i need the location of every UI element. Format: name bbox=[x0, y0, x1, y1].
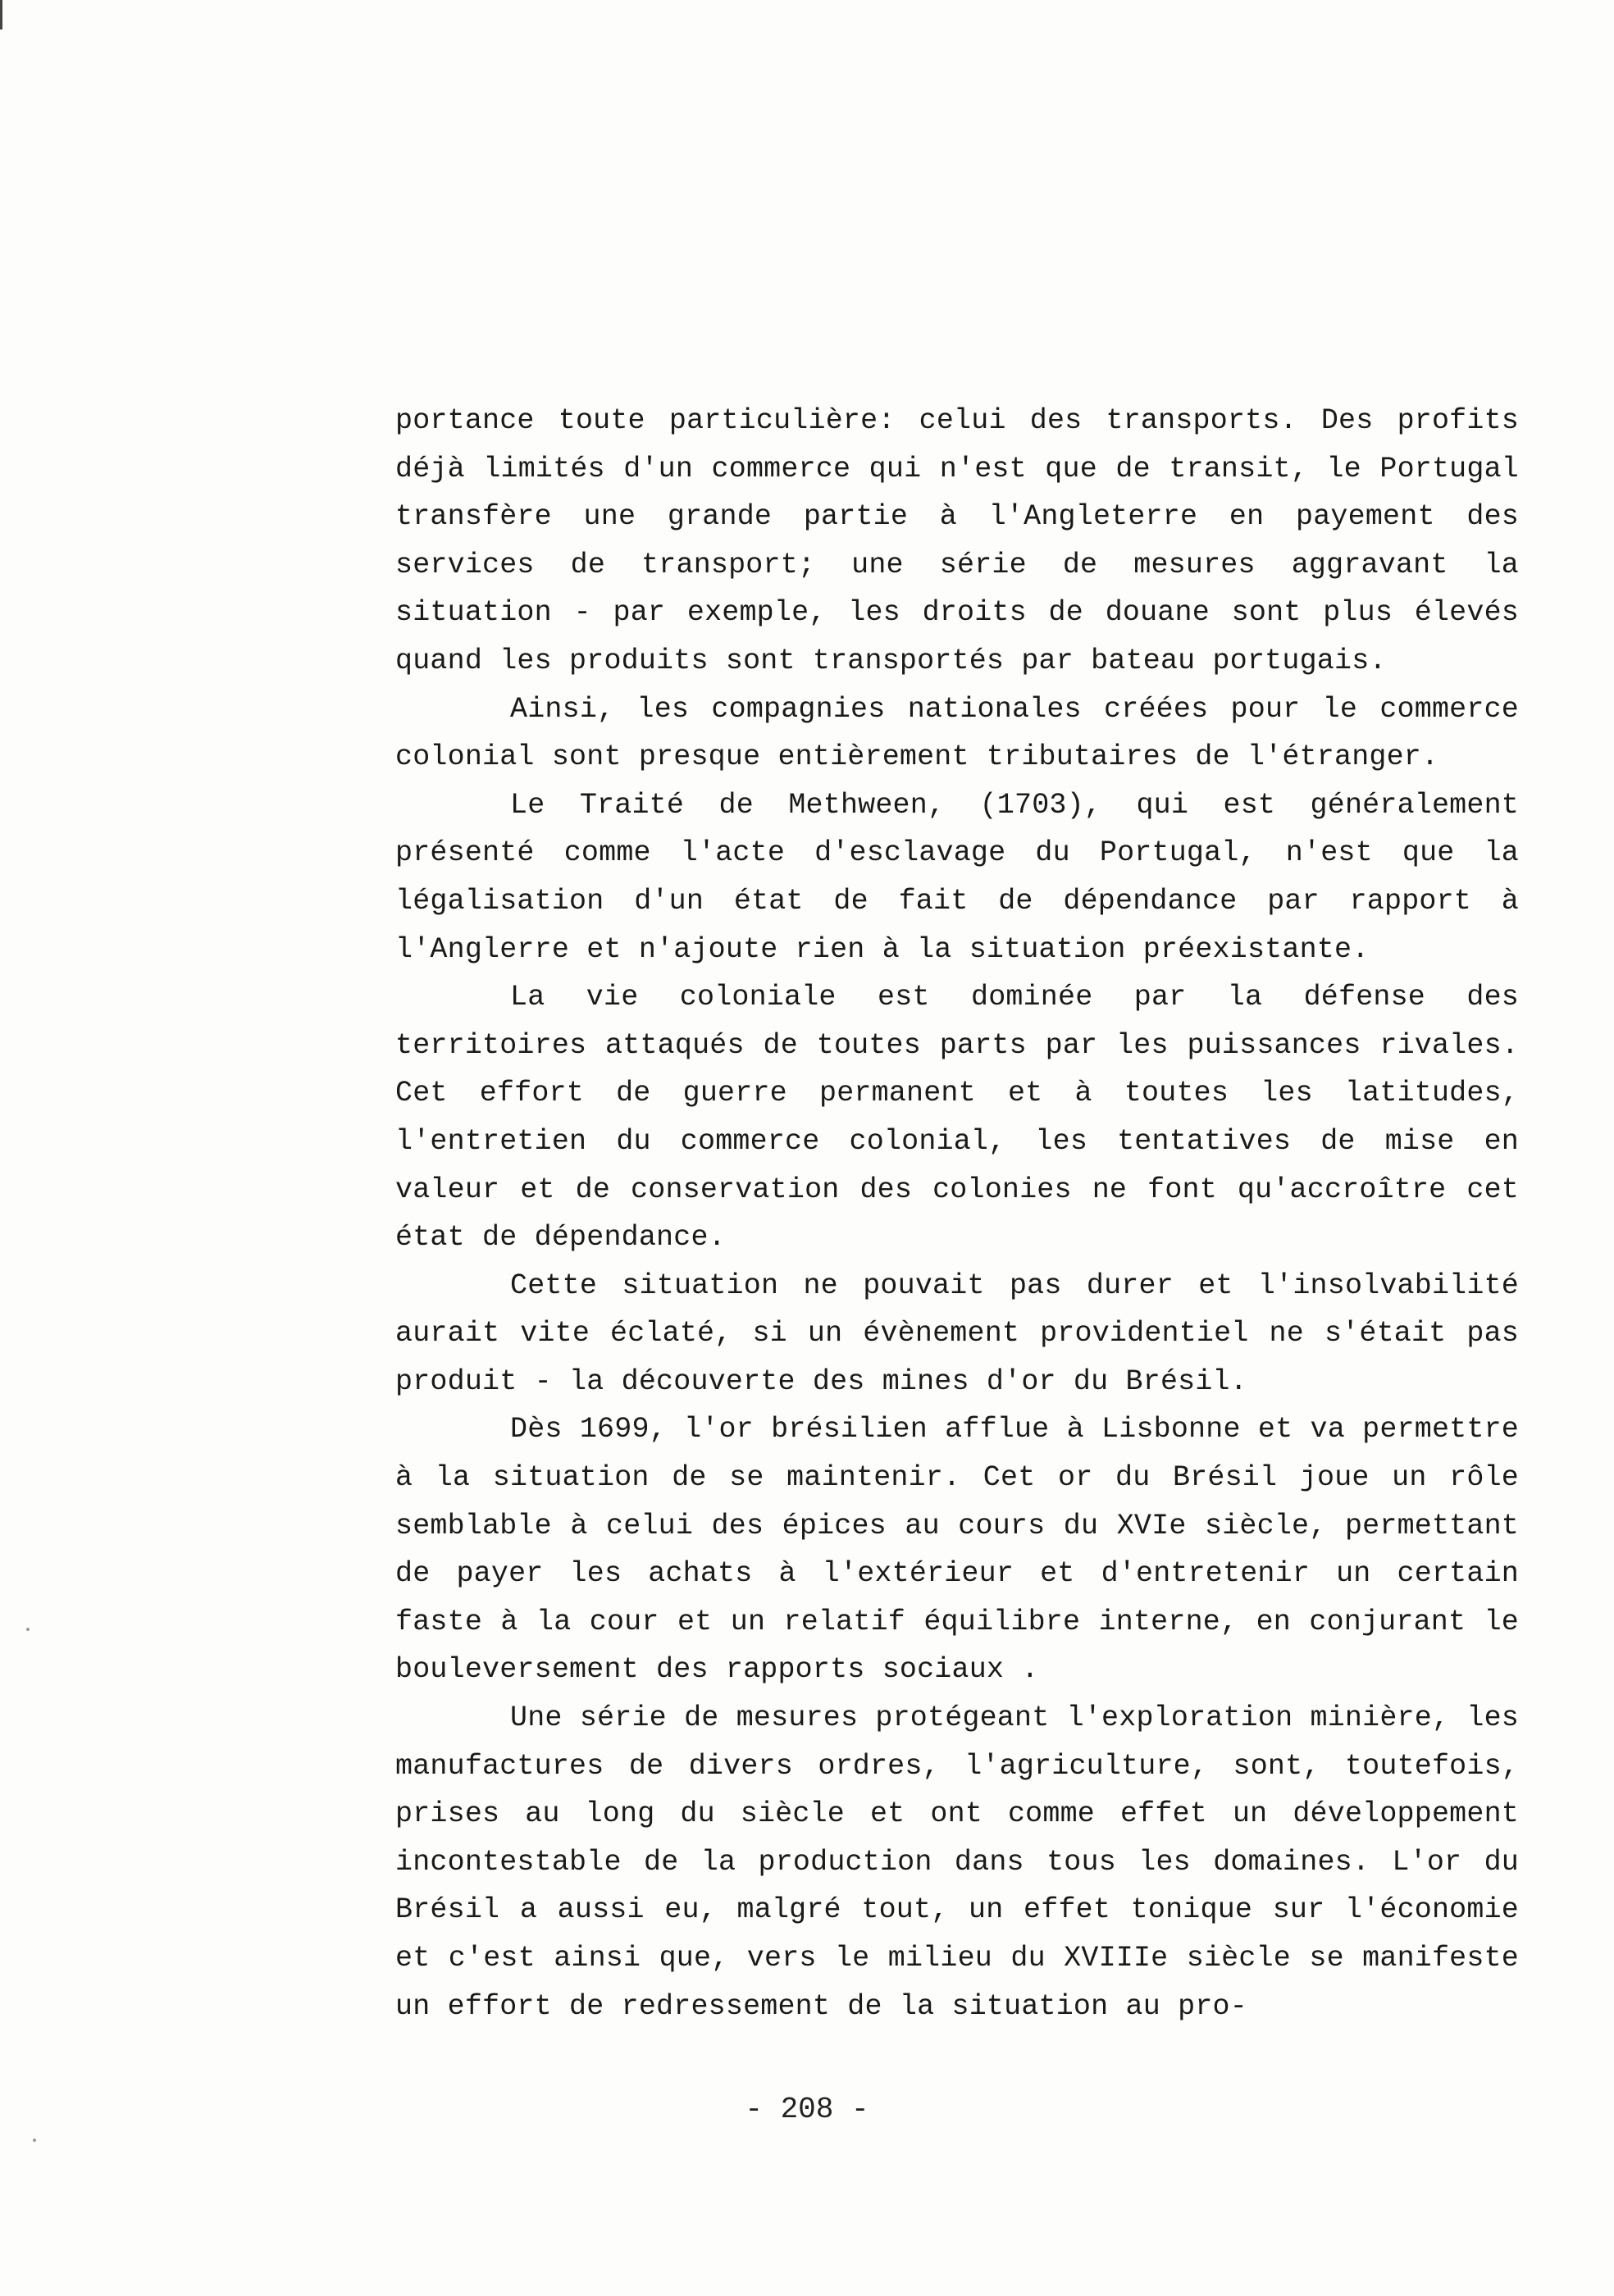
page-number: - 208 - bbox=[745, 2093, 869, 2126]
paragraph-continuation: portance toute particulière: celui des transports. Des profits déjà limités d'un commerce qui n'est que de transit, le Portugal transfère une grande partie à l'Angleterre en payement des services de transport; une série de mesures aggravant la situation - par exemple, les droits de douane sont plus élevés quand les produits sont transportés par bateau portugais. bbox=[395, 404, 1519, 677]
paragraph: La vie coloniale est dominée par la défense des territoires attaqués de toutes parts par les puissances rivales. Cet effort de guerre permanent et à toutes les latitudes, l'entretien du commerce colonial, les tentatives de mise en valeur et de conservation des colonies ne font qu'accroître cet état de dépendance. bbox=[395, 981, 1519, 1255]
paragraph: Dès 1699, l'or brésilien afflue à Lisbonne et va permettre à la situation de se maintenir. Cet or du Brésil joue un rôle semblable à celui des épices au cours du XVIe siècle, permettant de payer les achats à l'extérieur et d'entretenir un certain faste à la cour et un relatif équilibre interne, en conjurant le bouleversement des rapports sociaux . bbox=[395, 1413, 1519, 1687]
body-text bbox=[395, 397, 1519, 2030]
paragraph: Ainsi, les compagnies nationales créées pour le commerce colonial sont presque entièrement tributaires de l'étranger. bbox=[395, 692, 1519, 774]
scan-speck bbox=[33, 2139, 36, 2142]
scan-speck bbox=[26, 1628, 30, 1631]
paragraph: Le Traité de Methween, (1703), qui est généralement présenté comme l'acte d'esclavage du Portugal, n'est que la légalisation d'un état de fait de dépendance par rapport à l'Anglerre et n'ajoute rien à la situation préexistante. bbox=[395, 788, 1519, 966]
scan-edge-mark bbox=[0, 0, 11, 30]
paragraph: Cette situation ne pouvait pas durer et l'insolvabilité aurait vite éclaté, si un évènement providentiel ne s'était pas produit - la découverte des mines d'or du Brésil. bbox=[395, 1269, 1519, 1398]
paragraph: Une série de mesures protégeant l'exploration minière, les manufactures de divers ordres, l'agriculture, sont, toutefois, prises au long du siècle et ont comme effet un développement incontestable de la production dans tous les domaines. L'or du Brésil a aussi eu, malgré tout, un effet tonique sur l'économie et c'est ainsi que, vers le milieu du XVIIIe siècle se manifeste un effort de redressement de la situation au pro- bbox=[395, 1702, 1519, 2023]
